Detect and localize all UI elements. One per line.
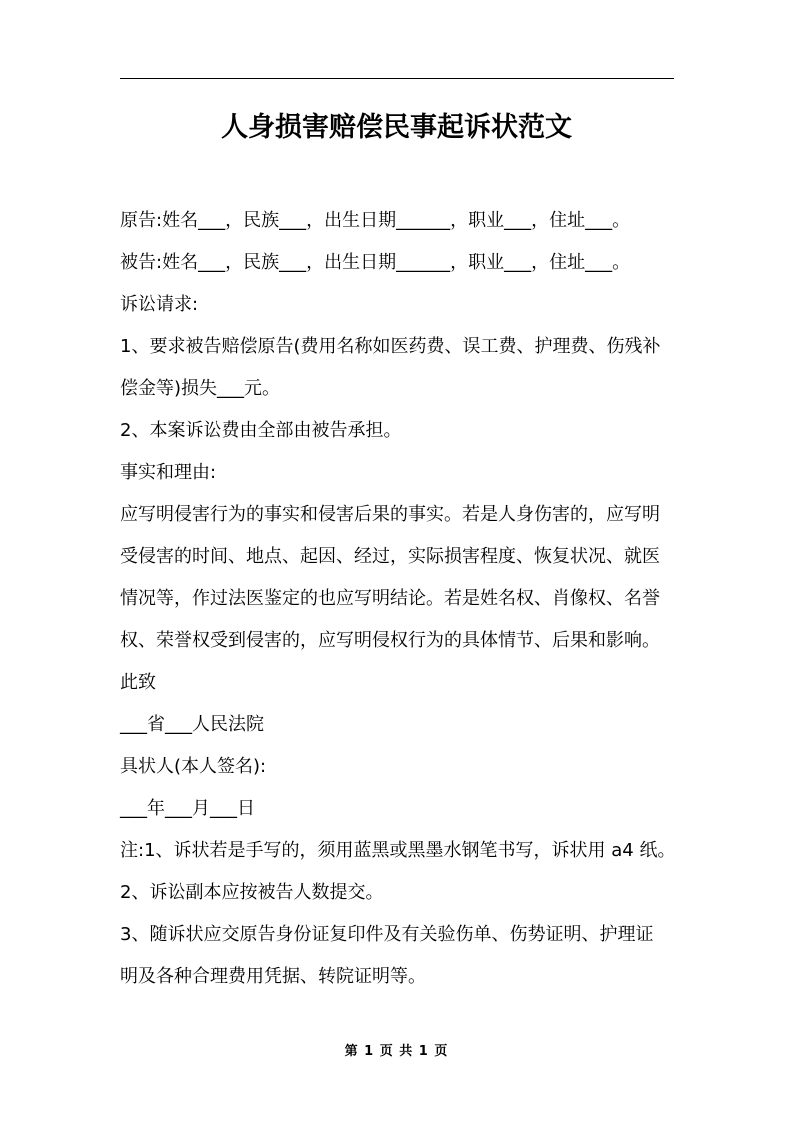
facts-heading: 事实和理由:	[120, 462, 217, 483]
header-rule	[120, 78, 674, 79]
facts-paragraph-line-2: 受侵害的时间、地点、起因、经过，实际损害程度、恢复状况、就医	[120, 546, 660, 567]
claim-1-line-2: 偿金等)损失___元。	[120, 378, 281, 399]
claim-2-line: 2、本案诉讼费由全部由被告承担。	[120, 420, 402, 441]
document-body	[120, 200, 676, 998]
salutation-line: 此致	[120, 672, 156, 693]
plaintiff-info-line: 原告:姓名___，民族___，出生日期______，职业___，住址___。	[120, 210, 631, 231]
document-title: 人身损害赔偿民事起诉状范文	[221, 112, 572, 143]
claim-1-line-1: 1、要求被告赔偿原告(费用名称如医药费、误工费、护理费、伤残补	[120, 336, 661, 357]
signature-line: 具状人(本人签名):	[120, 756, 267, 777]
note-2-line: 2、诉讼副本应按被告人数提交。	[120, 882, 384, 903]
claims-heading: 诉讼请求:	[120, 294, 199, 315]
facts-paragraph-line-3: 情况等，作过法医鉴定的也应写明结论。若是姓名权、肖像权、名誉	[120, 588, 660, 609]
note-3-line-1: 3、随诉状应交原告身份证复印件及有关验伤单、伤势证明、护理证	[120, 924, 654, 945]
note-1-line: 注:1、诉状若是手写的，须用蓝黑或黑墨水钢笔书写，诉状用 a4 纸。	[120, 840, 676, 861]
date-line: ___年___月___日	[120, 798, 255, 819]
court-line: ___省___人民法院	[120, 714, 264, 735]
page-number: 第 1 页 共 1 页	[344, 1044, 449, 1059]
note-3-line-2: 明及各种合理费用凭据、转院证明等。	[120, 966, 426, 987]
defendant-info-line: 被告:姓名___，民族___，出生日期______，职业___，住址___。	[120, 252, 631, 273]
facts-paragraph-line-1: 应写明侵害行为的事实和侵害后果的事实。若是人身伤害的，应写明	[120, 504, 660, 525]
facts-paragraph-line-4: 权、荣誉权受到侵害的，应写明侵权行为的具体情节、后果和影响。	[120, 630, 660, 651]
